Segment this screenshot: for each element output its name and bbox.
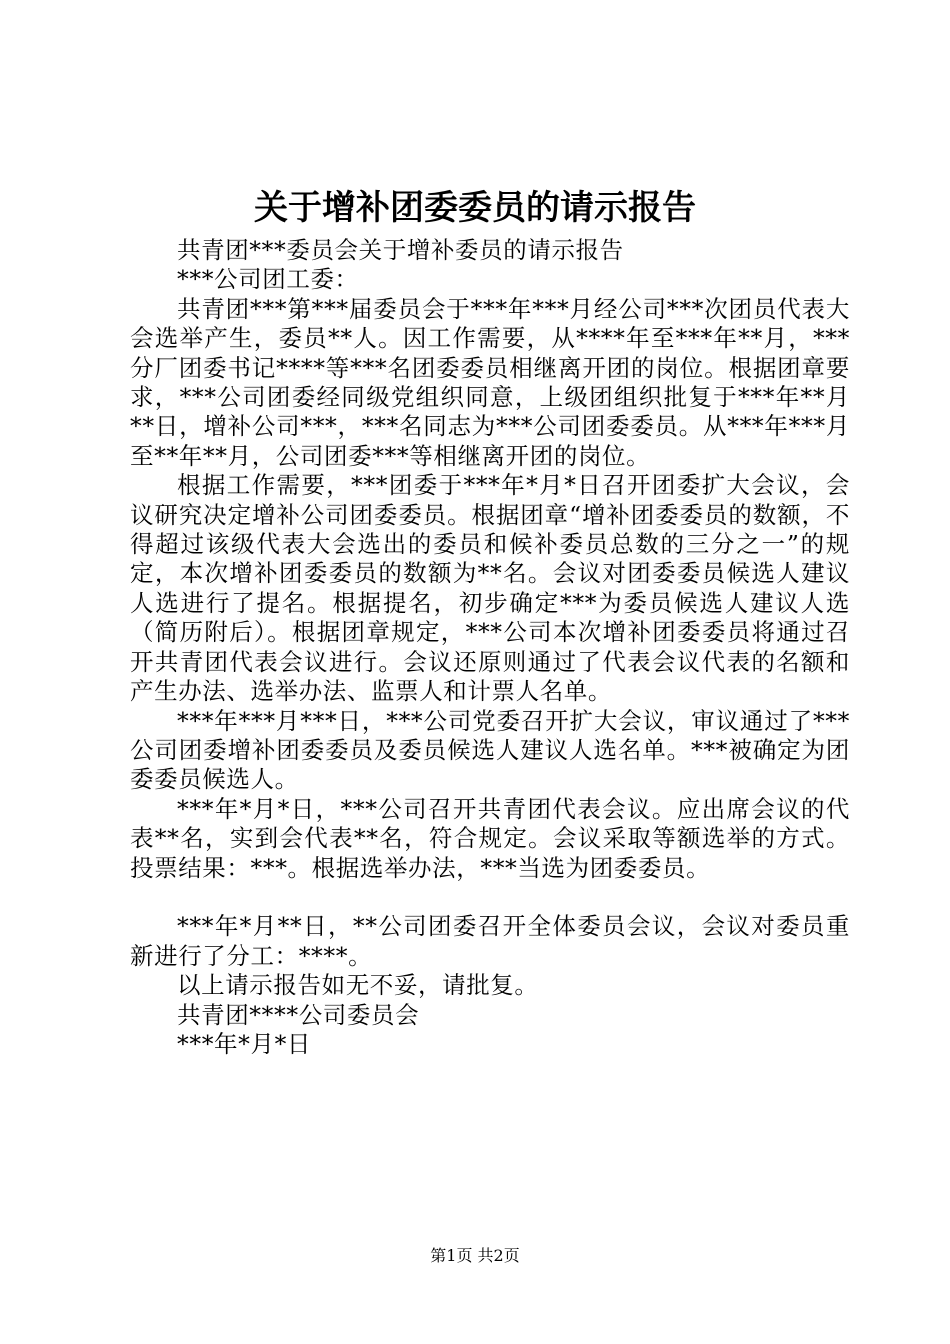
paragraph-background: 共青团***第***届委员会于***年***月经公司***次团员代表大会选举产生，委员**人。因工作需要，从****年至***年**月，***分厂团委书记****等***名团委委员相继离开团的岗位。根据团章要求，***公司团委经同级党组织同意，上级团组织批复于***年**月**日，增补公司***，***名同志为***公司团委委员。从***年***月至**年**月，公司团委***等相继离开团的岗位。 xyxy=(130,294,850,470)
paragraph-signature-org: 共青团****公司委员会 xyxy=(177,1000,420,1029)
paragraph-division-of-work: ***年*月**日，**公司团委召开全体委员会议，会议对委员重新进行了分工：****。 xyxy=(130,912,850,970)
paragraph-meeting-decision: 根据工作需要，***团委于***年*月*日召开团委扩大会议，会议研究决定增补公司团委委员。根据团章“增补团委委员的数额，不得超过该级代表大会选出的委员和候补委员总数的三分之一”的规定，本次增补团委委员的数额为**名。会议对团委委员候选人建议人选进行了提名。根据提名，初步确定***为委员候选人建议人选（简历附后）。根据团章规定，***公司本次增补团委委员将通过召开共青团代表会议进行。会议还原则通过了代表会议代表的名额和产生办法、选举办法、监票人和计票人名单。 xyxy=(130,471,850,706)
document-body xyxy=(130,236,850,1059)
paragraph-request: 以上请示报告如无不妥，请批复。 xyxy=(177,971,539,1000)
page-number-footer: 第1页 共2页 xyxy=(430,1246,520,1265)
paragraph-party-approval: ***年***月***日，***公司党委召开扩大会议，审议通过了***公司团委增补团委委员及委员候选人建议人选名单。***被确定为团委委员候选人。 xyxy=(130,706,850,794)
paragraph-signature-date: ***年*月*日 xyxy=(177,1029,312,1058)
document-title: 关于增补团委委员的请示报告 xyxy=(254,188,696,228)
paragraph-addressee: ***公司团工委： xyxy=(177,265,359,294)
paragraph-election-result: ***年*月*日，***公司召开共青团代表会议。应出席会议的代表**名，实到会代表**名，符合规定。会议采取等额选举的方式。投票结果：***。根据选举办法，***当选为团委委员。 xyxy=(130,794,850,882)
paragraph-subtitle: 共青团***委员会关于增补委员的请示报告 xyxy=(177,236,624,264)
